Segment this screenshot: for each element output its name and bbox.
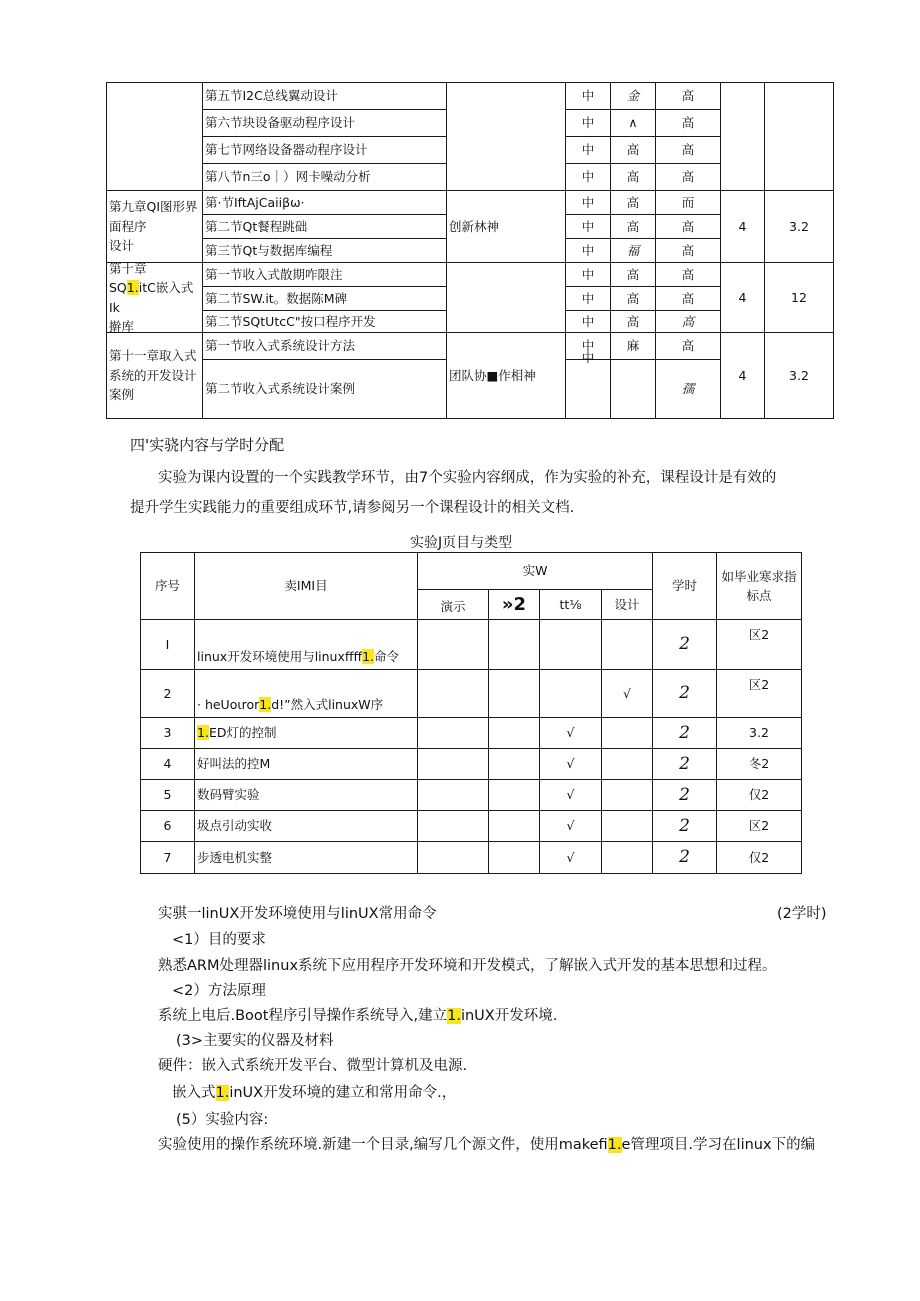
level-cell: 中	[566, 360, 611, 419]
row-hours: 2	[653, 842, 717, 874]
section-cell: 第一节收入式散期咋限注	[203, 263, 447, 287]
level-cell: 高	[656, 164, 721, 191]
level-cell: 高	[656, 287, 721, 311]
row-hours: 2	[653, 749, 717, 780]
ideology-cell: 创新林神	[447, 191, 566, 263]
chapter-cell-9: 第九章QI图形界 面程序 设计	[107, 191, 203, 263]
exp1-s4-text: 嵌入式1.inUX开发环境的建立和常用命令.，	[172, 1085, 457, 1101]
section-cell: 第八节n三o｜）网卡噪动分析	[203, 164, 447, 191]
section-cell: 第三节Qt与数据库编程	[203, 239, 447, 263]
level-cell: 高	[611, 164, 656, 191]
row-type-3: √	[540, 718, 602, 749]
row-type-demo	[418, 620, 489, 670]
level-cell: 高	[611, 311, 656, 333]
section-cell: 第·节IftAjCaiiβω·	[203, 191, 447, 215]
header-type-group: 实W	[418, 553, 653, 590]
row-type-3: √	[540, 811, 602, 842]
row-type-2	[489, 811, 540, 842]
row-type-2	[489, 842, 540, 874]
level-cell: 高	[656, 263, 721, 287]
intro-line-2: 提升学生实践能力的重要组成环节,请参阅另一个课程设计的相关文档.	[130, 500, 575, 516]
row-seq: 6	[141, 811, 195, 842]
target-cell: 3.2	[765, 333, 834, 419]
ideology-cell: 团队协■作相神	[447, 333, 566, 419]
chapter-cell-cont	[107, 83, 203, 191]
row-name: 数码臂实验	[195, 780, 418, 811]
section-cell: 第二节收入式系统设计案例	[203, 360, 447, 419]
header-type-design: 设计	[602, 590, 653, 620]
section-cell: 第七节网络设备器动程序设计	[203, 137, 447, 164]
level-cell: 高	[656, 137, 721, 164]
row-type-2	[489, 718, 540, 749]
experiment-table	[140, 552, 802, 874]
row-type-demo	[418, 842, 489, 874]
row-type-design	[602, 620, 653, 670]
exp1-s2-heading: <2）方法原理	[172, 983, 266, 999]
row-hours: 2	[653, 780, 717, 811]
row-name: 1.ED灯的控制	[195, 718, 418, 749]
row-target: 冬2	[717, 749, 802, 780]
level-cell: 中	[566, 164, 611, 191]
hours-cell: 4	[721, 191, 765, 263]
row-hours: 2	[653, 811, 717, 842]
row-type-design: √	[602, 670, 653, 718]
exp1-hours: (2学时)	[777, 906, 827, 922]
target-cell: 3.2	[765, 191, 834, 263]
row-type-design	[602, 842, 653, 874]
exp1-s2-text: 系统上电后.Boot程序引导操作系统导入,建立1.inUX开发环境.	[158, 1008, 558, 1024]
exp1-s1-heading: <1）目的要求	[172, 932, 266, 948]
level-cell: 中	[566, 83, 611, 110]
row-type-demo	[418, 749, 489, 780]
row-type-2	[489, 670, 540, 718]
level-cell: 福	[611, 239, 656, 263]
ideology-cell	[447, 263, 566, 333]
exp1-s5-heading: (5）实验内容:	[176, 1112, 269, 1128]
hours-cell	[721, 83, 765, 191]
table-caption: 实验J页目与类型	[410, 535, 513, 551]
level-cell: 中	[566, 110, 611, 137]
level-cell: 金	[611, 83, 656, 110]
row-target: 3.2	[717, 718, 802, 749]
exp1-s3-text: 硬件：嵌入式系统开发平台、微型计算机及电源.	[158, 1058, 468, 1074]
ideology-cell	[447, 83, 566, 191]
row-seq: 2	[141, 670, 195, 718]
row-type-design	[602, 811, 653, 842]
row-seq: I	[141, 620, 195, 670]
level-cell: 高	[656, 333, 721, 360]
section-cell: 第二节SW.it。数据陈M碑	[203, 287, 447, 311]
row-name: 好叫法的控M	[195, 749, 418, 780]
level-cell: 高	[611, 191, 656, 215]
row-target: 仅2	[717, 842, 802, 874]
row-target: 区2	[717, 811, 802, 842]
hours-cell: 4	[721, 333, 765, 419]
level-cell: 高	[656, 110, 721, 137]
row-type-demo	[418, 811, 489, 842]
level-cell: 高	[656, 311, 721, 333]
row-name: 步透电机实整	[195, 842, 418, 874]
row-type-design	[602, 718, 653, 749]
chapter-cell-10: 第十章 SQ1.itC嵌入式Ik 擀库	[107, 263, 203, 333]
section-cell: 第五节I2C总线翼动设计	[203, 83, 447, 110]
exp1-s5-text: 实验使用的操作系统环境.新建一个目录,编写几个源文件，使用makefi1.e管理项目.学习在linux下的编	[158, 1137, 816, 1153]
section-cell: 第二节SQtUtcC"按口程序开发	[203, 311, 447, 333]
level-cell: 高	[656, 83, 721, 110]
section-cell: 第六节块设备驱动程序设计	[203, 110, 447, 137]
exp1-s1-text: 熟悉ARM处理器linux系统下应用程序开发环境和开发模式，了解嵌入式开发的基本思想和过程。	[158, 958, 777, 974]
course-table	[106, 82, 834, 419]
row-seq: 3	[141, 718, 195, 749]
row-target: 区2	[717, 620, 802, 670]
target-cell: 12	[765, 263, 834, 333]
header-type-demo: 演示	[418, 590, 489, 620]
level-cell: 而	[656, 191, 721, 215]
level-cell: 高	[611, 287, 656, 311]
header-name: 卖IMI目	[195, 553, 418, 620]
row-seq: 5	[141, 780, 195, 811]
row-type-2	[489, 749, 540, 780]
exp1-title: 实骐一linUX开发环境使用与linUX常用命令	[158, 906, 437, 922]
level-cell: 高	[611, 137, 656, 164]
level-cell: 孺	[656, 360, 721, 419]
row-hours: 2	[653, 718, 717, 749]
row-target: 仅2	[717, 780, 802, 811]
row-type-demo	[418, 780, 489, 811]
level-cell: 高	[611, 263, 656, 287]
level-cell: 高	[611, 215, 656, 239]
level-cell: 中	[566, 263, 611, 287]
row-hours: 2	[653, 670, 717, 718]
row-type-3: √	[540, 749, 602, 780]
target-cell	[765, 83, 834, 191]
row-type-2	[489, 620, 540, 670]
row-name: 圾点引动实收	[195, 811, 418, 842]
row-hours: 2	[653, 620, 717, 670]
level-cell: 中	[566, 333, 611, 360]
row-type-design	[602, 780, 653, 811]
row-name: · heUoιror1.d!”然入式linuxW序	[195, 670, 418, 718]
row-type-3: √	[540, 780, 602, 811]
header-seq: 序号	[141, 553, 195, 620]
row-type-demo	[418, 670, 489, 718]
level-cell: 中	[566, 287, 611, 311]
chapter-cell-11: 第十一章取入式 系统的开发设计 案例	[107, 333, 203, 419]
section-heading: 四'实骁内容与学时分配	[130, 436, 285, 454]
row-name: linux开发环境使用与linuxffff1.命令	[195, 620, 418, 670]
header-type-2: »2	[489, 590, 540, 620]
level-cell: 中	[566, 191, 611, 215]
row-type-design	[602, 749, 653, 780]
section-cell: 第二节Qt餐程跳础	[203, 215, 447, 239]
row-target: 区2	[717, 670, 802, 718]
level-cell: 中	[566, 215, 611, 239]
row-type-2	[489, 780, 540, 811]
level-cell: 中	[566, 137, 611, 164]
header-target: 如毕业寒求指 标点	[717, 553, 802, 620]
section-cell: 第一节收入式系统设计方法	[203, 333, 447, 360]
level-cell: 中	[566, 311, 611, 333]
level-cell: 高	[656, 239, 721, 263]
level-cell: 高	[656, 215, 721, 239]
row-seq: 7	[141, 842, 195, 874]
level-cell: 麻	[611, 333, 656, 360]
level-cell: 中	[566, 239, 611, 263]
row-type-demo	[418, 718, 489, 749]
header-hours: 学时	[653, 553, 717, 620]
row-seq: 4	[141, 749, 195, 780]
exp1-s3-heading: (3>主要实的仪器及材料	[176, 1033, 334, 1049]
row-type-3: √	[540, 842, 602, 874]
intro-line-1: 实验为课内设置的一个实践教学环节，由7个实验内容纲成，作为实验的补充，课程设计是有效的	[158, 470, 777, 486]
row-type-3	[540, 620, 602, 670]
level-cell: ∧	[611, 110, 656, 137]
hours-cell: 4	[721, 263, 765, 333]
row-type-3	[540, 670, 602, 718]
header-type-3: tt⅛	[540, 590, 602, 620]
level-cell	[611, 333, 656, 419]
